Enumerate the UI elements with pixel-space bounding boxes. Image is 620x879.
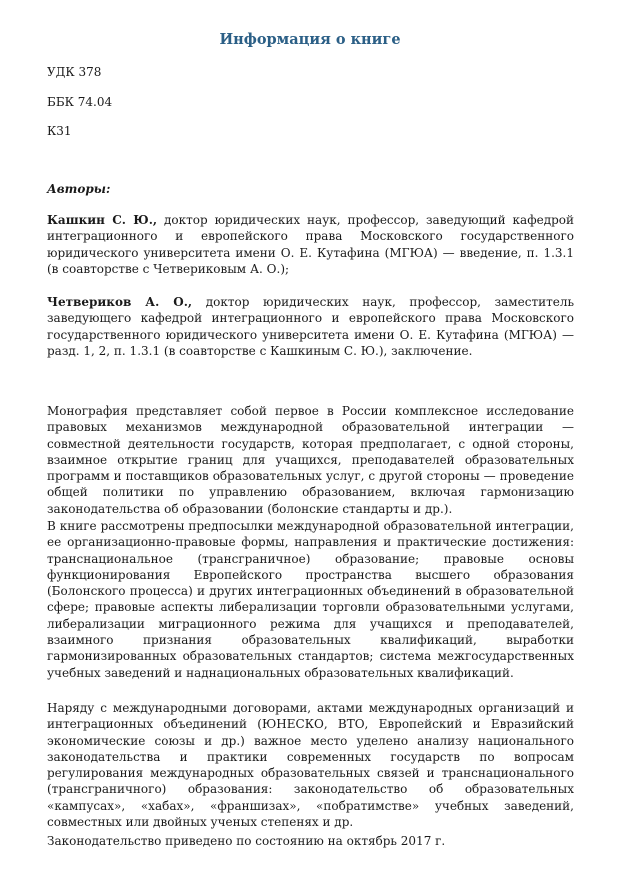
annotation-paragraph: Законодательство приведено по состоянию на октябрь 2017 г. bbox=[47, 834, 446, 848]
author-entry bbox=[47, 294, 574, 359]
bbk-code: ББК 74.04 bbox=[47, 95, 113, 109]
author-entry bbox=[47, 212, 574, 277]
author-name: Кашкин С. Ю., bbox=[47, 213, 158, 227]
annotation-paragraph: Монография представляет собой первое в России комплексное исследование правовых механизмов международной образовательной интеграции — совместной деятельности государств, которая предполагает, с одной стороны, взаимное открытие границ для учащихся, преподавателей образовательных программ и поставщиков образовательных услуг, с другой стороны — проведение общей политики по управлению образованием, включая гармонизацию законодательства об образовании (болонские стандарты и др.). bbox=[47, 404, 574, 516]
page-title: Информация о книге bbox=[219, 31, 401, 48]
annotation-paragraph: В книге рассмотрены предпосылки международной образовательной интеграции, ее организационно-правовые формы, направления и практические достижения: транснациональное (трансграничное) образование; правовые основы функционирования Европейского пространства высшего образования (Болонского процесса) и других интеграционных объединений в образовательной сфере; правовые аспекты либерализации торговли образовательными услугами, либерализации миграционного режима для учащихся и преподавателей, взаимного признания образовательных квалификаций, выработки гармонизированных образовательных стандартов; система межгосударственных учебных заведений и наднациональных образовательных квалификаций. bbox=[47, 519, 574, 680]
author-description: доктор юридических наук, профессор, заместитель заведующего кафедрой интеграционного и европейского права Московского государственного юридического университета имени О. Е. Кутафина (МГЮА) — разд. 1, 2, п. 1.3.1 (в соавторстве с Кашкиным С. Ю.), заключение. bbox=[47, 295, 574, 358]
author-mark-code: К31 bbox=[47, 124, 72, 138]
author-description: доктор юридических наук, профессор, заведующий кафедрой интеграционного и европейского права Московского государственного юридического университета имени О. Е. Кутафина (МГЮА) — введение, п. 1.3.1 (в соавторстве с Четвериковым А. О.); bbox=[47, 213, 574, 276]
annotation-paragraph: Наряду с международными договорами, актами международных организаций и интеграционных объединений (ЮНЕСКО, ВТО, Европейский и Евразийский экономические союзы и др.) важное место уделено анализу национального законодательства и практики современных государств по вопросам регулирования международных образовательных связей и транснационального (трансграничного) образования: законодательство об образовательных «кампусах», «хабах», «франшизах», «побратимстве» учебных заведений, совместных или двойных ученых степенях и др. bbox=[47, 701, 574, 830]
authors-heading: Авторы: bbox=[47, 182, 111, 196]
udk-code: УДК 378 bbox=[47, 65, 102, 79]
author-name: Четвериков А. О., bbox=[47, 295, 193, 309]
